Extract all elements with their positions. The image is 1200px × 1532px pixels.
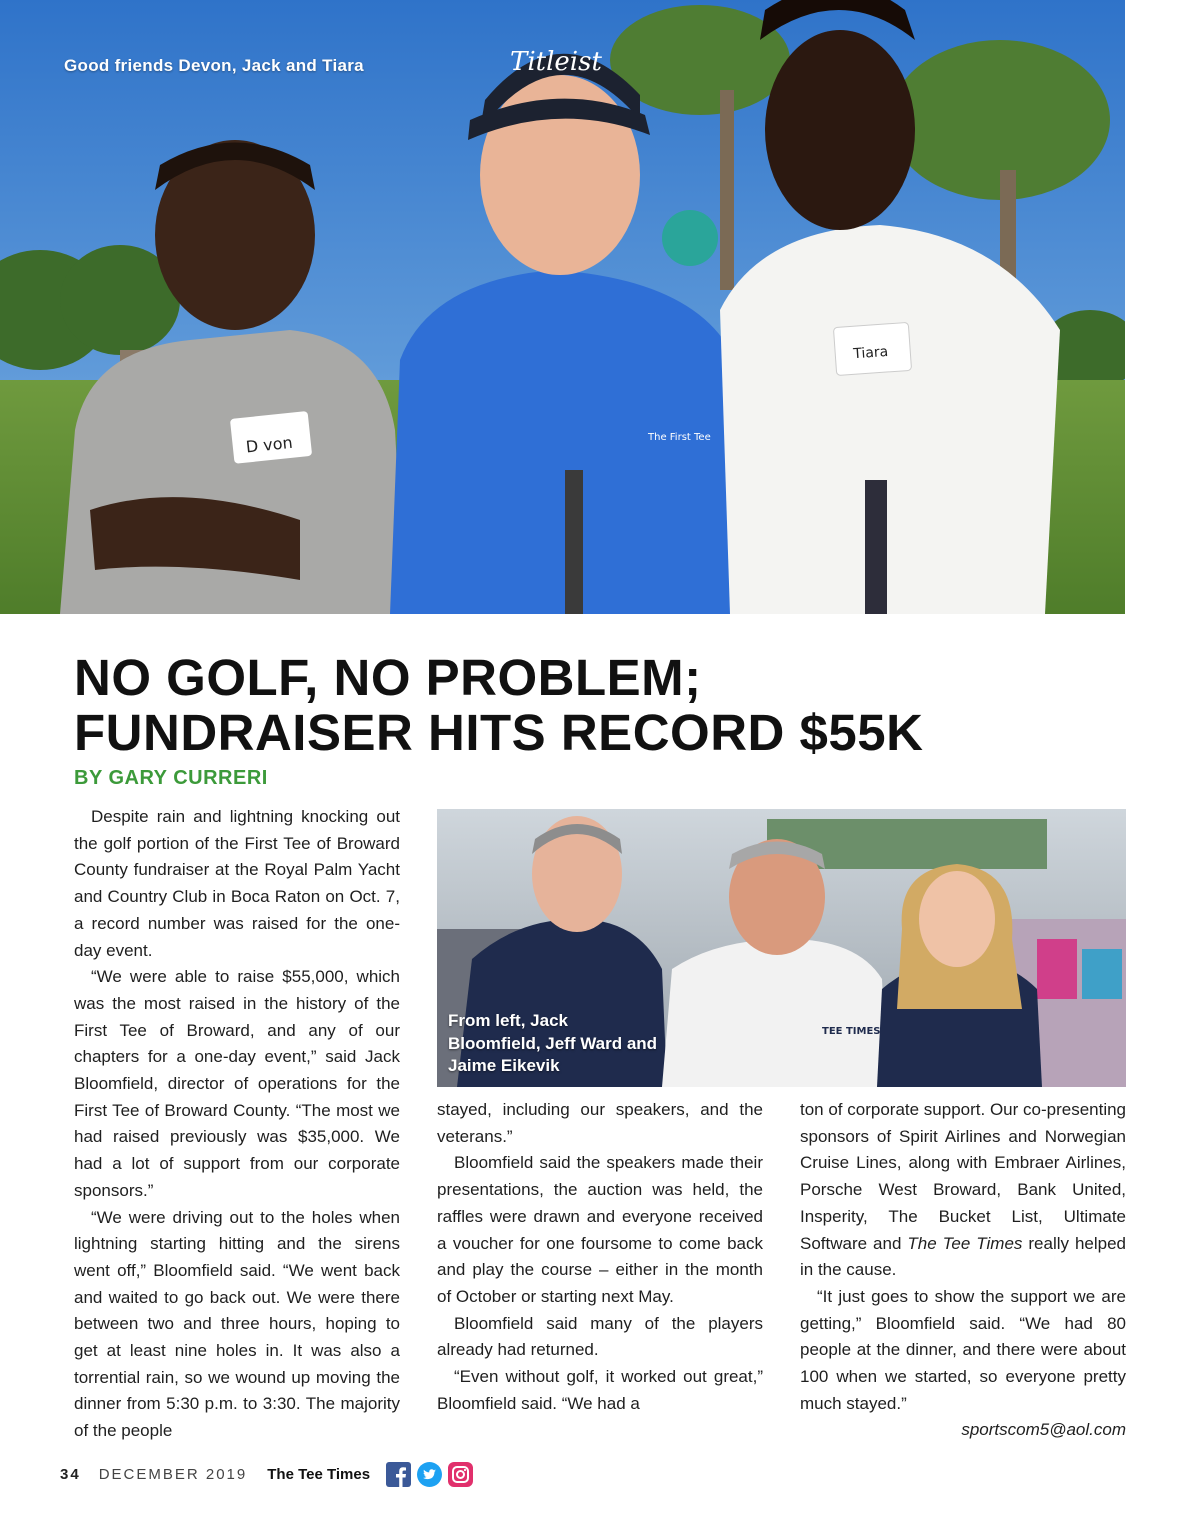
article-column-2: [437, 1097, 763, 1417]
article-column-1: [74, 804, 400, 1445]
twitter-icon[interactable]: [417, 1462, 442, 1487]
facebook-icon[interactable]: [386, 1462, 411, 1487]
social-icons: [386, 1462, 473, 1487]
name-tag-tiara: Tiara: [852, 343, 889, 363]
issue-date: DECEMBER 2019: [98, 1465, 248, 1483]
instagram-icon[interactable]: [448, 1462, 473, 1487]
paragraph: “It just goes to show the support we are getting,” Bloomfield said. “We had 80 people at the dinner, and there were about 100 when we started, so everyone pretty much stayed.”: [800, 1286, 1126, 1413]
cap-logo: Titleist: [510, 47, 602, 77]
page-number: 34: [60, 1465, 81, 1483]
text-run: really helped in the cause.: [800, 1233, 1126, 1280]
headline-line-2: FUNDRAISER HITS RECORD $55K: [74, 704, 924, 761]
paragraph: Bloomfield said the speakers made their presentations, the auction was held, the raffles were drawn and everyone received a voucher for one foursome to come back and play the course – either in the month of October or starting next May.: [437, 1153, 763, 1306]
headline: [74, 650, 1134, 760]
group-photo: [437, 809, 1126, 1087]
name-tag-devon: D von: [244, 432, 294, 457]
byline: BY GARY CURRERI: [74, 767, 268, 789]
hero-caption: Good friends Devon, Jack and Tiara: [64, 56, 364, 75]
paragraph: stayed, including our speakers, and the veterans.”: [437, 1100, 763, 1146]
shirt-logo: The First Tee: [648, 432, 711, 443]
article-column-3: [800, 1097, 1126, 1444]
paragraph: Bloomfield said many of the players already had returned.: [437, 1313, 763, 1360]
hero-photo-illustration: [0, 0, 1125, 614]
paragraph: Despite rain and lightning knocking out the golf portion of the First Tee of Broward County fundraiser at the Royal Palm Yacht and Country Club in Boca Raton on Oct. 7, a record number was raised for the one-day event.: [74, 807, 400, 960]
author-email[interactable]: sportscom5@aol.com: [961, 1420, 1126, 1440]
text-run: ton of corporate support. Our co-presenting sponsors of Spirit Airlines and Norwegian Cruise Lines, along with Embraer Airlines, Porsche West Broward, Bank United, Insperity, The Bucket List, Ultimate Software and: [800, 1100, 1127, 1253]
paragraph: “Even without golf, it worked out great,” Bloomfield said. “We had a: [437, 1367, 763, 1413]
shirt-logo: TEE TIMES: [822, 1026, 881, 1037]
page-footer: [60, 1461, 473, 1487]
group-photo-caption: From left, Jack Bloomfield, Jeff Ward and Jaime Eikevik: [448, 1011, 658, 1075]
publication-name: The Tee Times: [907, 1233, 1023, 1253]
paragraph: [800, 1097, 1126, 1284]
hero-photo: [0, 0, 1125, 614]
paragraph: “We were able to raise $55,000, which was the most raised in the history of the First Tee of Broward, and any of our chapters for a one-day event,” said Jack Bloomfield, director of operations for the First Tee of Broward County. “The most we had raised previously was $35,000. We had a lot of support from our corporate sponsors.”: [74, 967, 400, 1200]
publication-name: The Tee Times: [267, 1465, 371, 1483]
headline-line-1: NO GOLF, NO PROBLEM;: [74, 649, 702, 706]
paragraph: “We were driving out to the holes when lightning starting hitting and the sirens went off,” Bloomfield said. “We went back and waited to go back out. We were there between two and three hours, hoping to get at least nine holes in. It was also a torrential rain, so we wound up moving the dinner from 5:30 p.m. to 3:30. The majority of the people: [74, 1207, 400, 1441]
